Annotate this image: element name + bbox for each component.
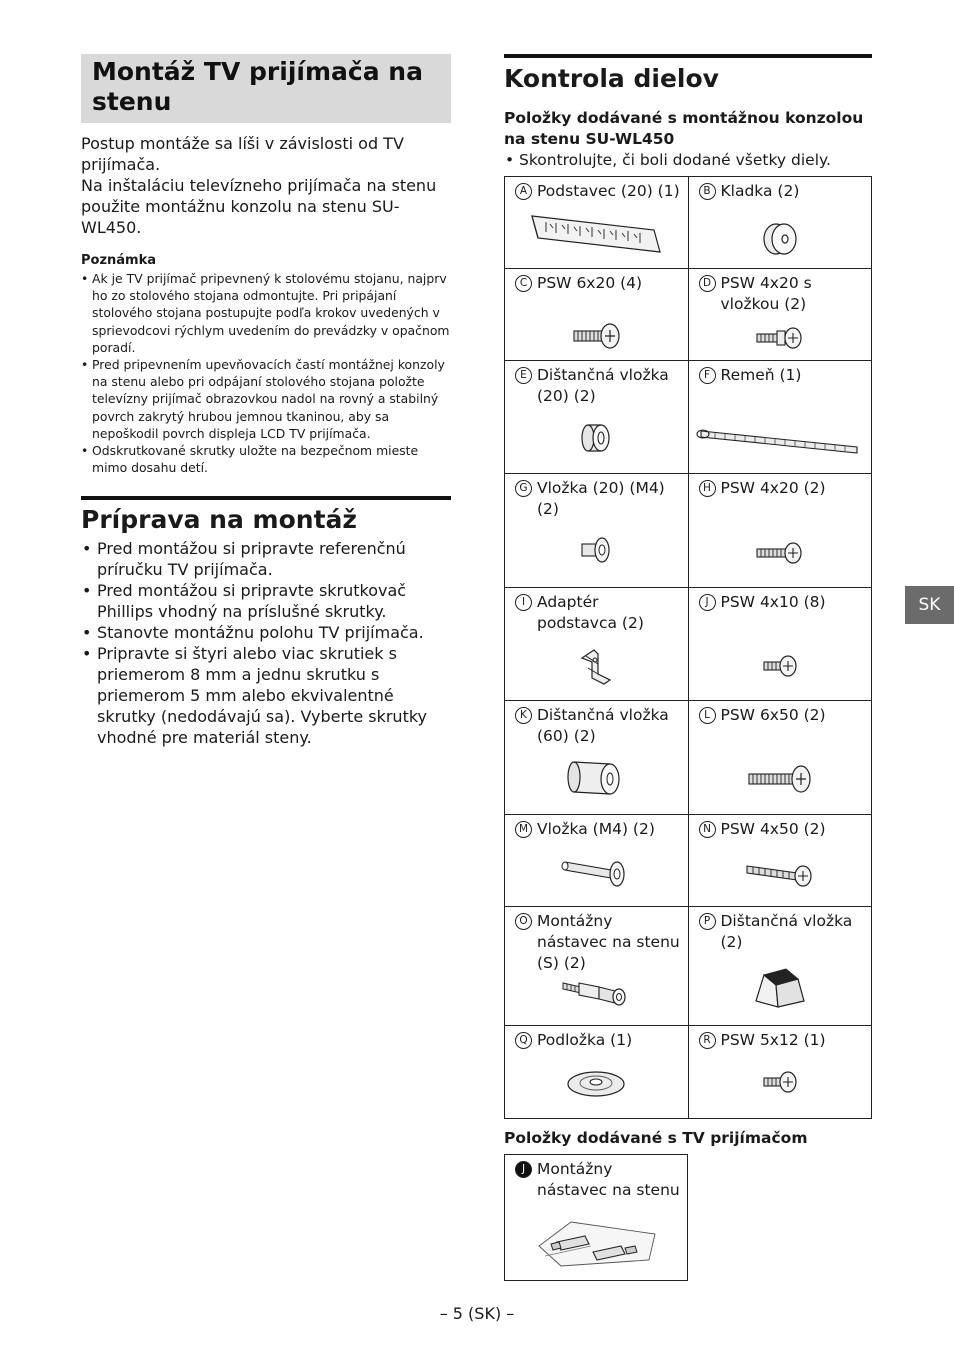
part-letter: J — [699, 594, 716, 611]
screw-icon — [689, 1070, 872, 1098]
part-cell-c — [505, 269, 689, 361]
wall-attachment-bag-icon — [505, 1216, 687, 1272]
intro-paragraph: Postup montáže sa líši v závislosti od TV prijímača. — [81, 134, 404, 174]
part-letter: O — [515, 913, 532, 930]
part-letter: E — [515, 367, 532, 384]
part-label: Kladka (2) — [720, 182, 800, 200]
wall-attachment-icon — [505, 977, 688, 1015]
part-label: Montážny nástavec na stenu — [537, 1160, 680, 1199]
part-label: PSW 4x20 (2) — [720, 479, 826, 497]
spacer-icon — [505, 421, 688, 459]
part-label: Vložka (M4) (2) — [537, 820, 655, 838]
parts-title: Kontrola dielov — [504, 64, 719, 93]
screw-icon — [689, 654, 872, 682]
part-letter: R — [699, 1032, 716, 1049]
part-label: PSW 4x50 (2) — [720, 820, 826, 838]
note-item: • Pred pripevnením upevňovacích častí montážnej konzoly na stenu alebo pri odpájaní stolového stojana položte televízny prijímač obrazovkou nadol na rovný a stabilný povrch zakrytý hrubou jemnou tkaninou, aby sa nepoškodil povrch displeja LCD TV prijímača. — [81, 356, 451, 442]
prep-item: • Pred montážou si pripravte skrutkovač Phillips vhodný na príslušné skrutky. — [81, 580, 451, 622]
part-letter: N — [699, 821, 716, 838]
screw-icon — [689, 326, 872, 354]
part-letter: P — [699, 913, 716, 930]
part-cell-b — [688, 177, 872, 269]
right-column — [504, 54, 872, 1281]
note-list — [81, 270, 451, 476]
part-cell-i — [505, 588, 689, 701]
screw-icon — [689, 764, 872, 798]
section-title: Montáž TV prijímača na stenu — [92, 57, 423, 116]
part-cell-k — [505, 701, 689, 815]
part-cell-p — [688, 907, 872, 1026]
bracket-icon — [505, 206, 688, 262]
section-title-box — [81, 54, 451, 123]
part-letter: L — [699, 707, 716, 724]
screw-icon — [505, 322, 688, 354]
part-label: Dištančná vložka (60) (2) — [537, 706, 669, 745]
part-letter: Q — [515, 1032, 532, 1049]
part-cell-n — [688, 815, 872, 907]
screw-icon — [689, 858, 872, 892]
part-letter: D — [699, 275, 716, 292]
prep-item: • Stanovte montážnu polohu TV prijímača. — [81, 622, 451, 643]
check-instruction: • Skontrolujte, či boli dodané všetky diely. — [504, 150, 872, 171]
parts-section — [504, 54, 872, 95]
part-label: PSW 4x10 (8) — [720, 593, 826, 611]
parts-subtitle: Položky dodávané s montážnou konzolou na stenu SU-WL450 — [504, 109, 864, 148]
part-label: Montážny nástavec na stenu (S) (2) — [537, 912, 680, 972]
part-cell-f — [688, 361, 872, 474]
part-letter: K — [515, 707, 532, 724]
part-label: PSW 5x12 (1) — [720, 1031, 826, 1049]
part-label: Adaptér podstavca (2) — [537, 593, 644, 632]
part-label: Dištančná vložka (20) (2) — [537, 366, 669, 405]
note-item: • Odskrutkované skrutky uložte na bezpečnom mieste mimo dosahu detí. — [81, 442, 451, 476]
part-letter: G — [515, 480, 532, 497]
part-label: Dištančná vložka (2) — [720, 912, 853, 951]
tv-parts-table — [504, 1154, 688, 1281]
spacer-block-icon — [689, 965, 872, 1015]
part-label: Podstavec (20) (1) — [537, 182, 680, 200]
part-cell-r — [688, 1026, 872, 1119]
insert-icon — [505, 854, 688, 892]
left-column — [81, 54, 451, 748]
adapter-icon — [505, 644, 688, 690]
part-cell-d — [688, 269, 872, 361]
part-letter: M — [515, 821, 532, 838]
part-cell-o — [505, 907, 689, 1026]
part-cell-g — [505, 474, 689, 588]
part-label: Vložka (20) (M4) (2) — [537, 479, 665, 518]
part-cell-q — [505, 1026, 689, 1119]
belt-icon — [689, 425, 872, 459]
part-cell-j — [688, 588, 872, 701]
part-label: Podložka (1) — [537, 1031, 633, 1049]
prep-item: • Pred montážou si pripravte referenčnú príručku TV prijímača. — [81, 538, 451, 580]
tv-part-cell — [505, 1155, 688, 1281]
washer-icon — [505, 1068, 688, 1102]
spacer-icon — [505, 756, 688, 804]
parts-table — [504, 176, 872, 1119]
intro-paragraph: Na inštaláciu televízneho prijímača na stenu použite montážnu konzolu na stenu SU-WL450. — [81, 176, 437, 237]
screw-icon — [689, 541, 872, 569]
language-tab: SK — [905, 586, 954, 624]
page-number: – 5 (SK) – — [439, 1304, 515, 1323]
note-title: Poznámka — [81, 253, 157, 268]
part-cell-e — [505, 361, 689, 474]
part-label: PSW 6x50 (2) — [720, 706, 826, 724]
tv-parts-subtitle: Položky dodávané s TV prijímačom — [504, 1129, 808, 1147]
part-letter: F — [699, 367, 716, 384]
part-label: Remeň (1) — [720, 366, 802, 384]
part-letter: C — [515, 275, 532, 292]
intro-text — [81, 133, 451, 238]
part-letter: I — [515, 594, 532, 611]
part-letter: A — [515, 183, 532, 200]
part-cell-l — [688, 701, 872, 815]
part-label: PSW 6x20 (4) — [537, 274, 643, 292]
pulley-icon — [689, 220, 872, 262]
note-item: • Ak je TV prijímač pripevnený k stolovému stojanu, najprv ho zo stolového stojana odmontujte. Pri pripájaní stolového stojana postupujte podľa krokov uvedených v sprievodcovi rýchlym uvedením do prevádzky v opačnom poradí. — [81, 270, 451, 356]
part-letter: H — [699, 480, 716, 497]
part-label: PSW 4x20 s vložkou (2) — [720, 274, 812, 313]
part-letter: B — [699, 183, 716, 200]
insert-icon — [505, 535, 688, 569]
part-cell-a — [505, 177, 689, 269]
prep-section — [81, 496, 451, 748]
part-cell-h — [688, 474, 872, 588]
prep-title: Príprava na montáž — [81, 505, 357, 535]
prep-item: • Pripravte si štyri alebo viac skrutiek s priemerom 8 mm a jednu skrutku s priemerom 5 mm alebo ekvivalentné skrutky (nedodávajú sa). Vyberte skrutky vhodné pre materiál steny. — [81, 643, 451, 748]
part-cell-m — [505, 815, 689, 907]
prep-list — [81, 538, 451, 748]
part-letter: J — [515, 1161, 532, 1178]
